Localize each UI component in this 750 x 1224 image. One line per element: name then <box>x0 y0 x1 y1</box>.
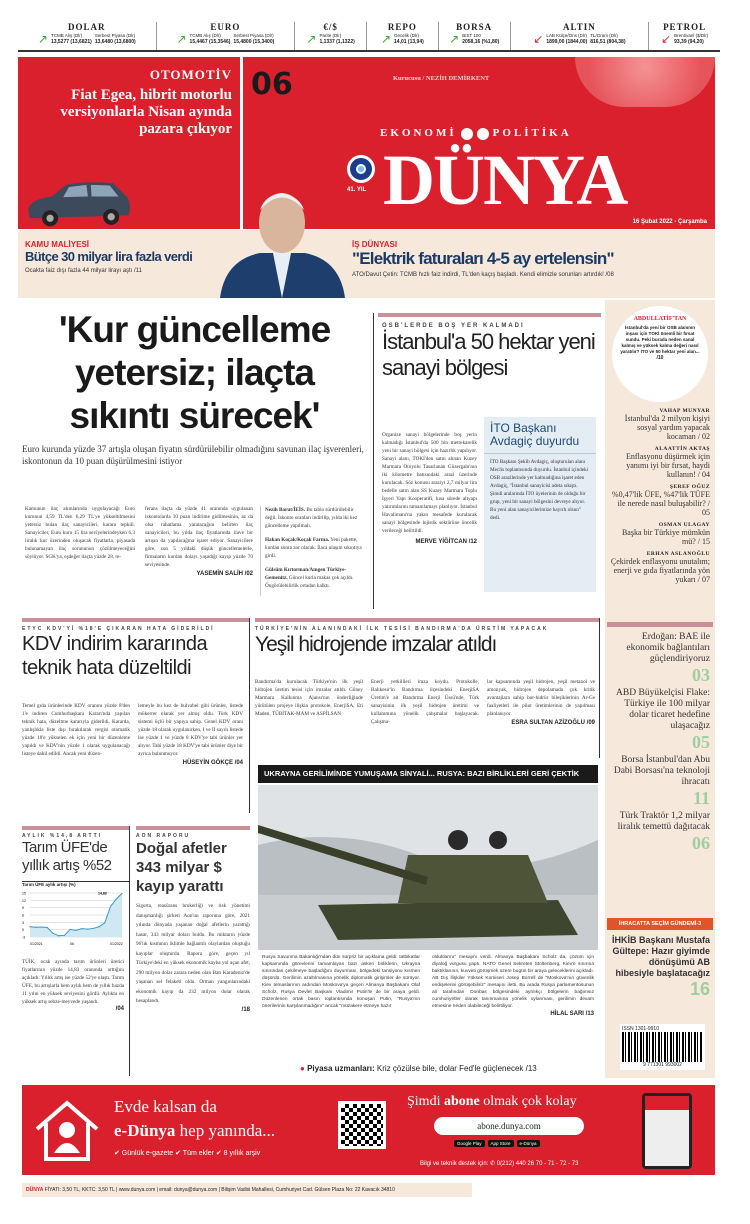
strip-story-electricity[interactable] <box>352 240 712 278</box>
y-tick-label: 15 <box>22 891 26 896</box>
ticker-cell <box>51 33 92 45</box>
news-item-title: Türk Traktör 1,2 milyar liralık temettü dağıtacak <box>617 811 710 832</box>
strip-sub: Ocakta faiz dışı fazla 44 milyar lirayı aştı /11 <box>25 268 142 274</box>
quote-item <box>265 536 365 560</box>
export-item[interactable] <box>610 935 710 999</box>
hydrogen-body-col2: Enerji yetkilileri imza koydu. Protokolle, Balıkesir'in Bandırma ilçesindeki EnerjiSA Üretim'e ait Bandırma Enerji Üssü'nde, Türk sanayisinin ilk yeşil hidrojen üretimi ve kullanımına yönelik çalışmalar başlayacak. Çalışma- <box>371 679 479 725</box>
trend-down-icon: ↙ <box>661 32 672 46</box>
lead-body-col1: Kamunun ilaç alımlarında uygulayacağı Euro kurunun 4,59 TL'den 6,29 TL'ye yükseltilmesini yetersiz bulan ilaç sanayicileri, karara tepkili. Sanayiciler, Euro kuru 15 lira seviyelerindeyken 6,3 liralık kur üzerinden oluşacak fiyatlarla, piyasada bulunamayan ilaç sorununun çözülmeyeceğini söylüyor. SGK'ya, eşdeğer ilaçta yüzde 28, re- <box>25 506 135 560</box>
divider <box>607 622 713 627</box>
related-text: Kriz çözülse bile, dolar Fed'le güçlenecek /13 <box>376 1064 537 1073</box>
ticker-value: 13,6480 (13,6800) <box>94 39 136 45</box>
promo-section: OTOMOTİV <box>149 67 232 82</box>
data-point <box>58 935 59 936</box>
ticker-name: €/$ <box>323 22 338 32</box>
strip-kicker: İŞ DÜNYASI <box>352 240 398 249</box>
ticker-label: Gecelik (Dlr) <box>394 33 420 38</box>
store-badge[interactable]: App Store <box>488 1140 514 1147</box>
hydrogen-kicker: TÜRKİYE'NİN ALANINDAKİ İLK TESİSİ BANDIRMA'DA ÜRETİM YAPACAK <box>255 626 549 632</box>
afet-page: /18 <box>241 1006 250 1013</box>
subscribe-url-button[interactable]: abone.dunya.com <box>434 1117 584 1135</box>
news-item[interactable] <box>610 688 710 752</box>
news-item-page: 05 <box>692 732 710 752</box>
column-title: Çekirdek enflasyonu unutalım; enerji ve gıda fiyatlarında yön yukarı / 07 <box>610 557 710 584</box>
automotive-promo[interactable] <box>18 57 240 229</box>
column-title: İstanbul'da 2 milyon kişiyi sosyal yardım yapacak kocaman / 02 <box>624 414 710 441</box>
ticker-label: TL/Gram (Dlr) <box>590 33 618 38</box>
data-point <box>47 927 48 928</box>
ticker-label: Brent/varil ($/Dlr) <box>674 33 709 38</box>
lead-body-col2: ferans ilaçta da yüzde 41 oranında uygulanan iskontolarda 10 puan indirime gidilmesinin, az da olsa rahatlama yaratacağını belirten ilaç sanayicileri, bu yılda ilaç fiyatlarında ilave bir artışın da yapılacağına işaret ediyor. Sanayicilere göre, son 5 yıldaki düşük güncellemelerle, firmaların kurdan dolayı yaşadığı kayıp yüzde 70 seviyesinde. <box>145 506 253 568</box>
data-point <box>98 926 99 927</box>
ad-features: ✔ Günlük e-gazete ✔ Tüm ekler ✔ 8 yıllık arşiv <box>114 1150 261 1157</box>
ticker-label: LAB Külçe/Ons (Dlr) <box>546 33 587 38</box>
kdv-body-col2-wrap <box>138 702 243 766</box>
ticker-cell <box>95 33 136 45</box>
ticker-6 <box>649 22 720 50</box>
afet-story[interactable] <box>136 826 250 1076</box>
column-title: %0,47'lik ÜFE, %47'lik TÜFE ile nerede nasıl buluşabilir? / 05 <box>611 490 710 517</box>
ticker-label: Serbest Piyasa (Dlr) <box>233 33 274 38</box>
hydrogen-headline: Yeşil hidrojende imzalar atıldı <box>255 633 497 656</box>
columnist-name: ALAATTİN AKTAŞ <box>654 446 710 452</box>
columnist-item[interactable] <box>610 408 710 441</box>
afet-headline: Doğal afetler 343 milyar $ kayıp yarattı <box>136 840 227 895</box>
x-tick-label: 01/2022 <box>110 942 123 946</box>
istanbul-byline: MERVE YİĞİTCAN /12 <box>415 539 477 545</box>
column-title: Başka bir Türkiye mümkün mü? / 15 <box>621 528 710 546</box>
strip-kicker: KAMU MALİYESİ <box>25 240 89 249</box>
ticker-cell <box>233 33 274 45</box>
y-tick-label: 12 <box>22 898 26 903</box>
ad-line2-text: hep yanında... <box>175 1121 276 1140</box>
issue-date: 16 Şubat 2022 - Çarşamba <box>632 219 707 225</box>
news-item[interactable] <box>610 755 710 808</box>
columnist-name: OSMAN ULAGAY <box>658 522 710 528</box>
data-point <box>87 929 88 930</box>
column-title: Enflasyonu düşürmek için yanımı iyi bir fırsat, haydi kullanın! / 04 <box>626 452 710 479</box>
data-point <box>64 935 65 936</box>
barcode-digits: 9 771301 993002 <box>643 1062 682 1068</box>
tarim-kicker: AYLIK %14,8 ARTTI <box>22 833 103 839</box>
tagline-politics: POLİTİKA <box>492 127 572 139</box>
trend-up-icon: ↗ <box>449 32 460 46</box>
related-story-link[interactable] <box>300 1064 537 1073</box>
columnists-list <box>610 408 710 589</box>
news-item-title: Erdoğan: BAE ile ekonomik bağlantıları güçlendiriyoruz <box>626 632 710 664</box>
data-point <box>121 893 122 894</box>
kdv-story[interactable] <box>22 618 250 813</box>
news-item-page: 06 <box>692 833 710 853</box>
export-item-page: 16 <box>689 979 710 999</box>
tarim-body: TÜİK, ocak ayında tarım ürünleri üretici fiyatlarının yüzde 14,83 oranında arttığını açıkladı. Yıllık artış ise yüzde 52'ye ulaştı. Tarım ÜFE, bu artışlarla hem aylık hem de yıllık bazda 11 yılın en yüksek seviyesini gördü. Aylıkta en yüksek artış sebze-meyvede yaşandı. <box>22 959 124 1005</box>
end-value-label: 14,83 <box>98 891 107 896</box>
quote-item <box>265 506 365 530</box>
ad-cta <box>407 1093 577 1110</box>
ticker-value: 2058,16 (%1,80) <box>462 39 500 45</box>
columnist-item[interactable] <box>610 551 710 584</box>
data-point <box>104 922 105 923</box>
evil-eye-icon <box>347 155 375 183</box>
ticker-4 <box>439 22 511 50</box>
ito-box-title: İTO Başkanı Avdagiç duyurdu <box>484 417 596 454</box>
trend-up-icon: ↗ <box>176 32 187 46</box>
quote-author: Nezih Barut/İEİS. <box>265 507 306 513</box>
y-tick-label: 0 <box>22 928 24 933</box>
trend-up-icon: ↗ <box>380 32 392 46</box>
strip-story-budget[interactable] <box>25 240 215 274</box>
ito-box <box>484 417 596 592</box>
footer-brand: DÜNYA <box>26 1187 44 1193</box>
kdv-body-col2: lemeyle bu kez de bulvabel gibi ürünler, listede mükerrer olarak yer almış oldu. Türk KDV sistemi üçlü bir yapıya sahip. Genel KDV oranı yüzde 18 olarak uygulanırken, I ve II sayılı listede ise yüzde 1 ve yüzde 8 KDV'ye tabi ürünler yer alıyor. Tabi yüzde 18 KDV'ye tabi ürünler diye bir ayrıca bulunmuyor. <box>138 703 243 757</box>
data-point <box>35 927 36 928</box>
kdv-body-col1: Temel gıda ürünlerinde KDV oranını yüzde 8'den 1'e indiren Cumhurbaşkanı Kararı'nda yapılan teknik hata, düzeltme kararıyla giderildi. Kararda, yanlışlıkla liste dışı bırakılarak vergisi otomatik yüzde 18'e yükselen ek için yeni bir düzenleme yapıldı ve KDV'nin yüzde 1 olarak uygulanacağı listeye dahil edildi. Ancak yeni düzen- <box>22 703 130 757</box>
istanbul-body-wrap <box>382 431 477 545</box>
y-tick-label: 3 <box>22 920 24 925</box>
lead-byline: YASEMİN SALİH /02 <box>196 571 253 577</box>
data-point <box>75 930 76 931</box>
ticker-5 <box>511 22 650 50</box>
columnist-item[interactable] <box>610 484 710 517</box>
ufe-line-chart <box>22 887 126 949</box>
trend-up-icon: ↗ <box>306 32 317 46</box>
ticker-cell <box>462 33 499 45</box>
kdv-headline: KDV indirim kararında teknik hata düzeltildi <box>22 633 208 679</box>
columnist-name: ERHAN ASLANOĞLU <box>646 551 710 557</box>
quote-item <box>265 566 365 590</box>
ticker-name: REPO <box>387 22 417 32</box>
news-item-page: 11 <box>692 788 710 808</box>
news-item-title: Borsa İstanbul'dan Abu Dabi Borsası'na teknoloji ihracatı <box>613 755 710 787</box>
quote-text: Güncel kurla makas çok açıldı. Öngörülebilirlik ortadan kalktı. <box>265 575 354 589</box>
abdullatif-page: /10 <box>656 355 664 361</box>
data-point <box>29 926 30 927</box>
right-news-list <box>610 632 710 856</box>
support-phone: Bilgi ve teknik destek için: ✆ 0(212) 440 26 70 - 71 - 72 - 73 <box>420 1161 579 1167</box>
founder-line: Kurucusu / NEZİH DEMİRKENT <box>393 75 490 82</box>
trend-down-icon: ↙ <box>533 32 544 46</box>
ticker-value: 13,5277 (13,6821) <box>50 39 92 45</box>
abdullatif-kicker: ABDULLATİF'TAN <box>633 316 687 322</box>
home-user-icon <box>32 1097 102 1165</box>
data-point <box>116 899 117 900</box>
data-point <box>110 906 111 907</box>
ticker-cell <box>546 33 587 45</box>
lead-body-col2-wrap <box>145 505 253 577</box>
related-label: Piyasa uzmanları: <box>307 1064 375 1073</box>
ticker-cell <box>190 33 231 45</box>
hydrogen-body-col1: Bandırma'da kurulacak Türkiye'nin ilk yeşil hidrojen üretim tesisi için imzalar atıldı. Güney Marmara Kalkınma Ajansı'nın önderliğinde yürütülen projeye ilişkin protokole, EnerjiSA, Eti Maden, TÜBİTAK-MAM ve ASPİLSAN <box>255 679 363 717</box>
portrait-photo <box>215 185 350 298</box>
issn-number: ISSN 1301-9910 <box>622 1026 659 1032</box>
news-item[interactable] <box>610 811 710 853</box>
ticker-name: EURO <box>210 22 241 32</box>
data-point <box>81 928 82 929</box>
abdullatif-text: İstanbul'da yeni bir OSB alanının inşası için TOKİ önemli bir fırsat sundu. Peki burada neden sanal kalmış ve yüksek kalma değeri nasıl yaratılır? İTO ve 50 hektar yeni alan... <box>620 325 700 354</box>
hydrogen-body-col3: lar kapsamında yeşil hidrojen, yeşil metanol ve amonyak, hidrojen depolamada çok kritik avantajlara sahip bor-hidrür bileşiklerinin Ar-Ge faaliyetleri ile pilot üretimlerinin de yapılması planlanıyor. <box>487 679 595 717</box>
abdullatif-bubble[interactable] <box>612 306 708 402</box>
data-point <box>70 929 71 930</box>
tarim-page: /04 <box>115 1006 124 1012</box>
footer-text: FİYATI: 3,50 TL, KKTC: 3,50 TL | www.dunya.com | email: dunya@dunya.com | Bilişim Vadisi Mahallesi, Cumhuriyet Cad. Gülsen Plaza No: 22 Kavacık 34810 <box>44 1187 395 1193</box>
trend-up-icon: ↗ <box>37 32 48 46</box>
cta-post: olmak çok kolay <box>479 1094 577 1109</box>
y-tick-label: -3 <box>22 935 26 940</box>
cta-bold: abone <box>443 1094 480 1109</box>
columnist-item[interactable] <box>610 522 710 546</box>
tablet-image <box>642 1093 692 1169</box>
kdv-byline: HÜSEYİN GÖKÇE /04 <box>182 760 243 766</box>
ticker-2 <box>295 22 367 50</box>
store-badge[interactable]: Google Play <box>454 1140 485 1147</box>
ticker-value: 15,4800 (15,3400) <box>233 39 275 45</box>
car-image <box>22 179 132 227</box>
ad-line2 <box>114 1121 275 1141</box>
columnist-name: VAHAP MUNYAR <box>659 408 710 414</box>
news-item-page: 03 <box>692 665 710 685</box>
news-item[interactable] <box>610 632 710 685</box>
hydrogen-story[interactable] <box>255 618 600 758</box>
afet-body: Sigorta, reasürans brokerliği ve risk yönetimi danışmanlığı şirketi Aon'un raporuna göre, 2021 yılında dünyada yaşanan doğal afetlerin yarattığı hasar, 343 milyar doları buldu. Bu miktarın yüzde 96'lık kısmının iklimle bağlantılı olaylardan oluştuğu kayıplar oluşturdu. Rapora göre, geçen yıl Türkiye'deki en yüksek ekonomik kayba yol açan afet, 290 milyon dolar zarara neden olan Batı Karadeniz'de yaşanan sel felaketi oldu. Orman yangınlarındaki ekonomik kayıp da 232 milyon dolar olarak hesaplandı. <box>136 903 250 1004</box>
ticker-name: BORSA <box>456 22 493 32</box>
columnist-name: ŞEREF OĞUZ <box>669 484 710 490</box>
ticker-label: TCMB Alış (Dlr) <box>50 33 83 38</box>
ticker-value: 816,51 (804,38) <box>590 39 626 45</box>
ticker-value: 1,1337 (1,1322) <box>319 39 355 45</box>
ticker-label: TCMB Alış (Dlr) <box>189 33 221 38</box>
globe-graphic <box>575 57 715 107</box>
afet-kicker: AON RAPORU <box>136 833 191 839</box>
store-badge[interactable]: e-Dünya <box>517 1140 540 1147</box>
quote-text: Yeni pakette, kurdan sonra zor olacak. İlaca ulaşım sıkıntıya girdi. <box>265 537 362 559</box>
ticker-cell <box>394 33 424 45</box>
istanbul-headline: İstanbul'a 50 hektar yeni sanayi bölgesi <box>382 329 595 380</box>
data-point <box>41 926 42 927</box>
ukraine-body-col1: Rusya Savunma Bakanlığı'ndan dün sürpriz bir açıklama geldi: tatbikatlar kapsamında görevlerini tamamlayan bazı askeri birliklerin, Ukrayna sınırından çekilmeye başladığını duyurması, bölgedeki tansiyonu kısmen düşürdü. Gerilimin azaltılmasına yönelik diplomatik girişimler de sürüyor. Kiev temaslarının ardından Moskova'ya geçen Almanya Başbakanı Olaf Scholz, Rusya Devlet Başkanı Vladimir Putin'le de bir araya geldi. Düzenlenen ortak basın toplantısında konuşan Putin, "Rusya'nın önerilerinin karşılanmadığını" ancak "müzakere etmeye hazır <box>262 955 420 1009</box>
ticker-value: 14,01 (13,94) <box>394 39 424 45</box>
hydrogen-body-col3-wrap <box>487 678 595 726</box>
ticker-3 <box>367 22 439 50</box>
export-section-label: İHRACATTA SEÇİM GÜNDEMİ-3 <box>607 918 713 930</box>
ticker-cell <box>674 33 708 45</box>
qr-code[interactable] <box>338 1101 386 1149</box>
strip-sub: ATO/Davut Çetin: TCMB hızlı faiz indirdi, TL'den kaçış başladı. Kendi elimizle sorunları artırdık! /08 <box>352 272 614 278</box>
data-point <box>52 933 53 934</box>
istanbul-story[interactable] <box>373 313 601 609</box>
x-tick-label: 01/2021 <box>30 942 43 946</box>
ad-brand: e-Dünya <box>114 1121 176 1140</box>
chart-title: Tarım ÜFE aylık artışı (%) <box>22 881 129 887</box>
ad-line1: Evde kalsan da <box>114 1097 217 1116</box>
istanbul-kicker: OSB'LERDE BOŞ YER KALMADI <box>382 323 525 329</box>
hydrogen-byline: ESRA SULTAN AZİZOĞLU /09 <box>511 720 595 726</box>
footer <box>22 1183 472 1197</box>
ticker-name: PETROL <box>663 22 707 32</box>
bullet-icon: ● <box>300 1064 305 1073</box>
masthead-tagline <box>380 127 572 140</box>
x-tick-label: 06 <box>70 942 74 946</box>
tank-photo <box>258 785 598 950</box>
strip-headline: "Elektrik faturaları 4-5 ay ertelensin" <box>352 249 614 268</box>
data-point <box>93 928 94 929</box>
promo-page-number: 06 <box>251 67 293 102</box>
tagline-economy: EKONOMİ <box>380 127 457 139</box>
ticker-label: BIST 100 <box>462 33 481 38</box>
strip-headline: Bütçe 30 milyar lira fazla verdi <box>25 249 193 264</box>
ticker-name: DOLAR <box>68 22 106 32</box>
ukraine-byline: HİLAL SARI /13 <box>550 1011 594 1017</box>
quote-author: Gülsüm Kırtorman/Amgen Türkiye-Gemenitz. <box>265 567 347 581</box>
kdv-kicker: ETYC KDV'Yİ %18'E ÇIKARAN HATA GİDERİLDİ <box>22 626 215 632</box>
ticker-value: 93,39 (94,20) <box>674 39 704 45</box>
y-tick-label: 6 <box>22 913 24 918</box>
ticker-value: 1899,00 (1844,00) <box>546 39 588 45</box>
ukraine-body-col2-wrap <box>432 954 594 1018</box>
ticker-cell <box>319 33 354 45</box>
ticker-1 <box>157 22 296 50</box>
market-ticker <box>18 22 720 52</box>
lead-deck: Euro kurunda yüzde 37 artışla oluşan fiyatın sürdürülebilir olmadığını savunan ilaç işverenleri, iskontonun da 10 puan düşürülmesini istiyor <box>22 444 364 466</box>
y-tick-label: 9 <box>22 906 24 911</box>
barcode <box>620 1024 705 1070</box>
ticker-name: ALTIN <box>563 22 596 32</box>
quote-text: Bu tablo sürdürülebilir değil. İskonto oranları indirilip, yılda iki kez güncelleme yapılmalı. <box>265 507 358 529</box>
export-item-title: İHKİB Başkanı Mustafa Gültepe: Hazır giyimde dönüşümü AB hibesiyle başlatacağız <box>611 935 710 978</box>
quote-author: Hakan Koçak/Koçak Farma. <box>265 537 330 543</box>
ticker-cell <box>590 33 625 45</box>
store-badges <box>454 1140 540 1147</box>
ito-box-body: İTO Başkanı Şekib Avdagiç, oluşturulan alanı Meclis toplantısında duyurdu. İstanbul içindeki OSB arazilerinde yer kalmadığına işaret eden Avdagiç, "İstanbul sanayicisi adeta sıkıştı. Şimdi aralarında İTO üyelerinin de olduğu bir grup, yeni bir sanayi bölgesini devreye alıyor. Bu yeni alan sanayicilerimize hayırlı olsun" dedi. <box>490 459 589 521</box>
tarim-story[interactable] <box>22 826 130 1076</box>
tarim-headline: Tarım ÜFE'de yıllık artış %52 <box>22 839 112 874</box>
ticker-label: Parite (Dlr) <box>319 33 342 38</box>
cta-pre: Şimdi <box>407 1094 444 1109</box>
ukraine-body-col2: olduklarını" mesajını verdi. Almanya Başbakanı Scholz da, çözüm için diyaloğ vurgusu yaptı. NATO Genel Sekreteri Stoltenberg, Kiev'e sınırına baktıklarının, kuvveti görüşmek üzere bugün bir araya geleceklerini açıkladı. AB Dış İlişkiler Yüksek Komiseri Josep Borrell de "Moskova'nın güvenlik endişelerini görüşebiliriz" mesajını iletti. Bu arada Rusya parlamentosunun ali tarafından Donbas bölgesindeki ayrılıkçı bölgelerin bağımsız cumhuriyetler olarak tanınmasına yönelik oylanması, gerilimin devam etmesine neden olabileceği belirtiliyor. <box>432 955 594 1009</box>
lead-headline: 'Kur güncelleme yetersiz; ilaçta sıkıntı sürecek' <box>58 309 331 436</box>
news-item-title: ABD Büyükelçisi Flake: Türkiye ile 100 milyar dolar ticaret hedefine ulaşacağız <box>616 688 710 731</box>
subscription-ad[interactable] <box>22 1085 715 1175</box>
ticker-0 <box>18 22 157 50</box>
lead-story[interactable] <box>22 308 367 467</box>
lead-quotes <box>260 506 365 596</box>
newspaper-logo: DÜNYA <box>383 140 627 220</box>
ticker-label: Serbest Piyasa (Dlr) <box>94 33 136 38</box>
ticker-value: 15,4467 (15,3546) <box>189 39 231 45</box>
columnist-item[interactable] <box>610 446 710 479</box>
anniversary-label: 41. YIL <box>347 187 367 193</box>
istanbul-body: Organize sanayi bölgelerinde boş yerin kalmadığı İstanbul'da 500 bin metrekarelik yeni bir sanayi bölgesi için hazırlık yapılıyor. Sanayi alanı, TOKİ'den satın alınan Kuzey Marmara Otoyolu Tasarlanan Güzergahı'nın iki kilometre batısındaki arazi üzerinde kurulacak. Söz konusu araziyi 2,7 milyar lira bedelle satın alan SS Kuzey Marmara Toplu İşyeri Yapı Kooperatifi, kısa sürede altyapı yatırımlarını tamamlamayı planlıyor. İstanbul Havalimanı'na yakın mesafede kurulacak sanayi bölgesinde lojistik sektörüne öncelik verileceği belirtildi. <box>382 432 477 534</box>
ukraine-banner[interactable]: UKRAYNA GERİLİMİNDE YUMUŞAMA SİNYALİ... RUSYA: BAZI BİRLİKLERİ GERİ ÇEKTİK <box>258 765 598 783</box>
promo-headline: Fiat Egea, hibrit motorlu versiyonlarla Nisan ayında pazara çıkıyor <box>60 87 232 137</box>
